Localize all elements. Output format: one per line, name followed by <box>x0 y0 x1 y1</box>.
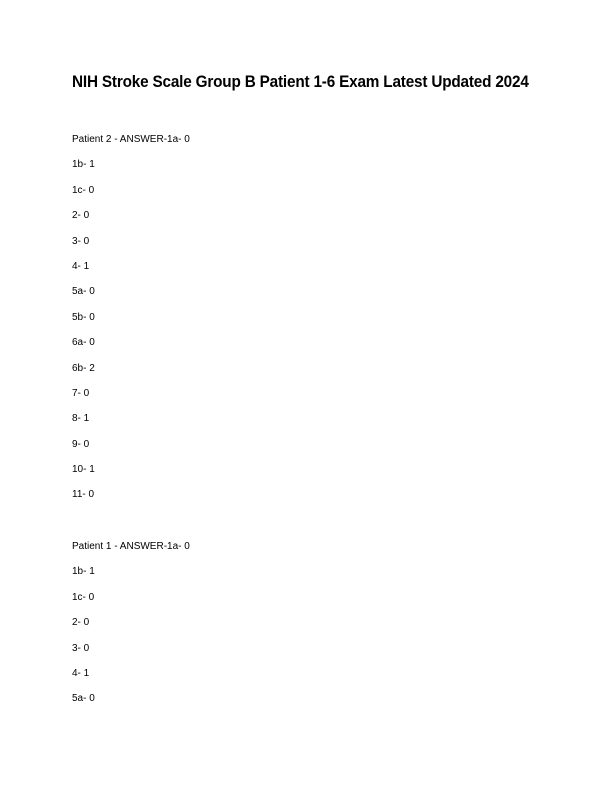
answer-line: 2- 0 <box>72 210 90 222</box>
answer-line: 6b- 2 <box>72 362 95 374</box>
answer-line: 5b- 0 <box>72 311 95 323</box>
answer-line: 4- 1 <box>72 667 90 679</box>
answer-line: 8- 1 <box>72 413 90 425</box>
answer-line: 5a- 0 <box>72 286 95 298</box>
answer-line: 3- 0 <box>72 642 90 654</box>
document-title: NIH Stroke Scale Group B Patient 1-6 Exam Latest Updated 2024 <box>72 72 529 91</box>
answer-line: 1b- 1 <box>72 566 95 578</box>
answer-line: 4- 1 <box>72 260 90 272</box>
answer-line: 5a- 0 <box>72 693 95 705</box>
answer-line: 6a- 0 <box>72 337 95 349</box>
answer-line: 9- 0 <box>72 438 90 450</box>
answer-line: Patient 2 - ANSWER-1a- 0 <box>72 134 190 145</box>
answer-line: 7- 0 <box>72 387 90 399</box>
answer-line: 1c- 0 <box>72 184 95 196</box>
answer-block-patient-1 <box>72 540 190 718</box>
answer-line: 1c- 0 <box>72 591 95 603</box>
answer-line: 3- 0 <box>72 235 90 247</box>
answer-line: 1b- 1 <box>72 159 95 171</box>
answer-line: 10- 1 <box>72 464 95 476</box>
answer-line: 11- 0 <box>72 489 95 501</box>
answer-block-patient-2 <box>72 133 190 514</box>
answer-line: Patient 1 - ANSWER-1a- 0 <box>72 541 190 552</box>
answer-line: 2- 0 <box>72 617 90 629</box>
